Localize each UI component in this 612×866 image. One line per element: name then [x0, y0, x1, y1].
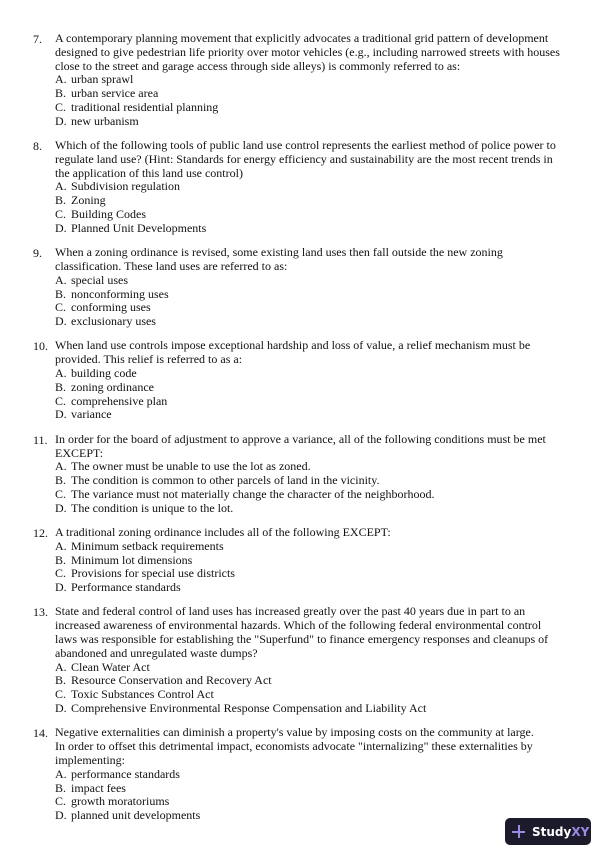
option-letter: B. — [55, 780, 67, 795]
question-text-line: laws was responsible for establishing the "Superfund" to finance emergency responses and cleanups of — [55, 632, 549, 647]
question-text-line: provided. This relief is referred to as a: — [55, 352, 243, 367]
question-number: 13. — [33, 605, 48, 620]
answer-option — [55, 782, 578, 796]
studyxy-logo[interactable] — [505, 818, 591, 845]
answer-option — [55, 502, 578, 516]
question-7 — [33, 32, 578, 129]
question-text-line: In order to offset this detrimental impact, economists advocate "internalizing" these externalities by — [55, 739, 533, 754]
option-text: planned unit developments — [71, 808, 201, 823]
option-text: Resource Conservation and Recovery Act — [71, 673, 272, 688]
question-number: 10. — [33, 339, 48, 354]
option-letter: A. — [55, 766, 67, 781]
question-text-line: classification. These land uses are referred to as: — [55, 258, 288, 273]
question-text-line: In order for the board of adjustment to approve a variance, all of the following conditions must be met — [55, 431, 546, 446]
question-13 — [33, 605, 578, 715]
option-text: conforming uses — [71, 300, 151, 315]
option-letter: B. — [55, 379, 67, 394]
option-letter: C. — [55, 486, 67, 501]
logo-text — [532, 825, 589, 839]
question-14 — [33, 726, 578, 823]
option-letter: C. — [55, 794, 67, 809]
option-text: Zoning — [71, 193, 106, 208]
answer-option — [55, 488, 578, 502]
option-text: Comprehensive Environmental Response Compensation and Liability Act — [71, 701, 427, 716]
option-text: building code — [71, 366, 137, 381]
option-text: urban service area — [71, 86, 159, 101]
option-text: impact fees — [71, 780, 126, 795]
option-text: nonconforming uses — [71, 286, 169, 301]
option-text: Minimum setback requirements — [71, 538, 224, 553]
option-letter: B. — [55, 473, 67, 488]
question-9 — [33, 246, 578, 329]
answer-option — [55, 208, 578, 222]
question-text-line: EXCEPT: — [55, 445, 104, 460]
answer-option — [55, 474, 578, 488]
option-letter: C. — [55, 207, 67, 222]
option-text: zoning ordinance — [71, 379, 154, 394]
option-text: performance standards — [71, 766, 180, 781]
answer-option — [55, 194, 578, 208]
plus-icon — [512, 825, 525, 838]
option-letter: B. — [55, 552, 67, 567]
option-text: Building Codes — [71, 207, 147, 222]
answer-option — [55, 674, 578, 688]
question-text-line: A contemporary planning movement that explicitly advocates a traditional grid pattern of development — [55, 31, 549, 45]
question-number: 14. — [33, 726, 48, 741]
answer-option — [55, 661, 578, 675]
question-text-line: close to the street and garage access through side alleys) is commonly referred to as: — [55, 58, 461, 73]
logo-text-main: Study — [532, 824, 572, 839]
question-number: 12. — [33, 526, 48, 540]
option-letter: A. — [55, 179, 67, 194]
option-letter: D. — [55, 220, 67, 235]
option-letter: A. — [55, 272, 67, 287]
question-number: 11. — [33, 432, 48, 447]
question-text-line: State and federal control of land uses has increased greatly over the past 40 years due in part to an — [55, 604, 526, 619]
answer-option — [55, 73, 578, 87]
option-text: variance — [71, 407, 112, 422]
option-letter: A. — [55, 72, 67, 87]
question-text-line: Which of the following tools of public land use control represents the earliest method of police power to — [55, 138, 556, 153]
option-text: new urbanism — [71, 113, 139, 128]
answer-option — [55, 301, 578, 315]
option-letter: A. — [55, 366, 67, 381]
answer-option — [55, 567, 578, 581]
option-letter: A. — [55, 659, 67, 674]
question-text-line: regulate land use? (Hint: Standards for energy efficiency and sustainability are the most recent trends in — [55, 151, 553, 166]
answer-option — [55, 222, 578, 236]
option-letter: D. — [55, 314, 67, 329]
option-letter: B. — [55, 673, 67, 688]
question-12 — [33, 526, 578, 595]
answer-option — [55, 460, 578, 474]
option-letter: D. — [55, 701, 67, 716]
question-text-line: When a zoning ordinance is revised, some existing land uses then fall outside the new zoning — [55, 245, 503, 260]
option-text: comprehensive plan — [71, 393, 168, 408]
question-10 — [33, 339, 578, 422]
option-text: growth moratoriums — [71, 794, 170, 809]
option-letter: C. — [55, 687, 67, 702]
logo-text-accent: XY — [571, 824, 590, 839]
option-text: special uses — [71, 272, 128, 287]
answer-option — [55, 540, 578, 554]
answer-option — [55, 381, 578, 395]
answer-option — [55, 315, 578, 329]
answer-option — [55, 768, 578, 782]
answer-option — [55, 702, 578, 716]
question-text-line: A traditional zoning ordinance includes all of the following EXCEPT: — [55, 525, 391, 539]
option-letter: B. — [55, 86, 67, 101]
option-text: Clean Water Act — [71, 659, 150, 674]
answer-option — [55, 408, 578, 422]
option-letter: A. — [55, 538, 67, 553]
option-text: The condition is common to other parcels of land in the vicinity. — [71, 473, 380, 488]
question-number: 9. — [33, 246, 42, 261]
option-letter: C. — [55, 566, 67, 581]
option-text: Subdivision regulation — [71, 179, 180, 194]
option-letter: D. — [55, 407, 67, 422]
answer-option — [55, 288, 578, 302]
answer-option — [55, 274, 578, 288]
option-text: The variance must not materially change the character of the neighborhood. — [71, 486, 435, 501]
answer-option — [55, 795, 578, 809]
option-letter: D. — [55, 113, 67, 128]
option-text: urban sprawl — [71, 72, 134, 87]
answer-option — [55, 115, 578, 129]
question-text-line: the application of this land use control) — [55, 165, 243, 180]
question-text-line: designed to give pedestrian life priority over motor vehicles (e.g., including narrowed streets with houses — [55, 44, 560, 59]
option-letter: D. — [55, 580, 67, 595]
answer-option — [55, 101, 578, 115]
option-letter: C. — [55, 99, 67, 114]
answer-option — [55, 809, 578, 823]
option-letter: B. — [55, 286, 67, 301]
answer-option — [55, 180, 578, 194]
question-8 — [33, 139, 578, 236]
question-number: 7. — [33, 32, 42, 46]
question-text-line: increased awareness of environmental hazards. Which of the following federal environmental control — [55, 618, 542, 633]
option-letter: C. — [55, 393, 67, 408]
question-list — [33, 32, 578, 833]
question-number: 8. — [33, 139, 42, 154]
option-text: exclusionary uses — [71, 314, 156, 329]
option-text: Planned Unit Developments — [71, 220, 207, 235]
question-text-line: When land use controls impose exceptional hardship and loss of value, a relief mechanism must be — [55, 338, 531, 353]
option-text: Minimum lot dimensions — [71, 552, 193, 567]
option-text: Provisions for special use districts — [71, 566, 235, 581]
option-letter: C. — [55, 300, 67, 315]
answer-option — [55, 581, 578, 595]
option-letter: B. — [55, 193, 67, 208]
answer-option — [55, 367, 578, 381]
option-text: traditional residential planning — [71, 99, 219, 114]
answer-option — [55, 688, 578, 702]
option-text: The condition is unique to the lot. — [71, 500, 234, 515]
option-letter: D. — [55, 500, 67, 515]
question-text-line: implementing: — [55, 752, 125, 767]
option-text: Toxic Substances Control Act — [71, 687, 214, 702]
option-text: The owner must be unable to use the lot as zoned. — [71, 459, 311, 474]
answer-option — [55, 554, 578, 568]
answer-option — [55, 87, 578, 101]
question-text-line: abandoned and unregulated waste dumps? — [55, 645, 258, 660]
question-text-line: Negative externalities can diminish a property's value by imposing costs on the community at large. — [55, 725, 534, 740]
option-text: Performance standards — [71, 580, 181, 595]
option-letter: A. — [55, 459, 67, 474]
option-letter: D. — [55, 808, 67, 823]
question-11 — [33, 433, 578, 516]
answer-option — [55, 395, 578, 409]
